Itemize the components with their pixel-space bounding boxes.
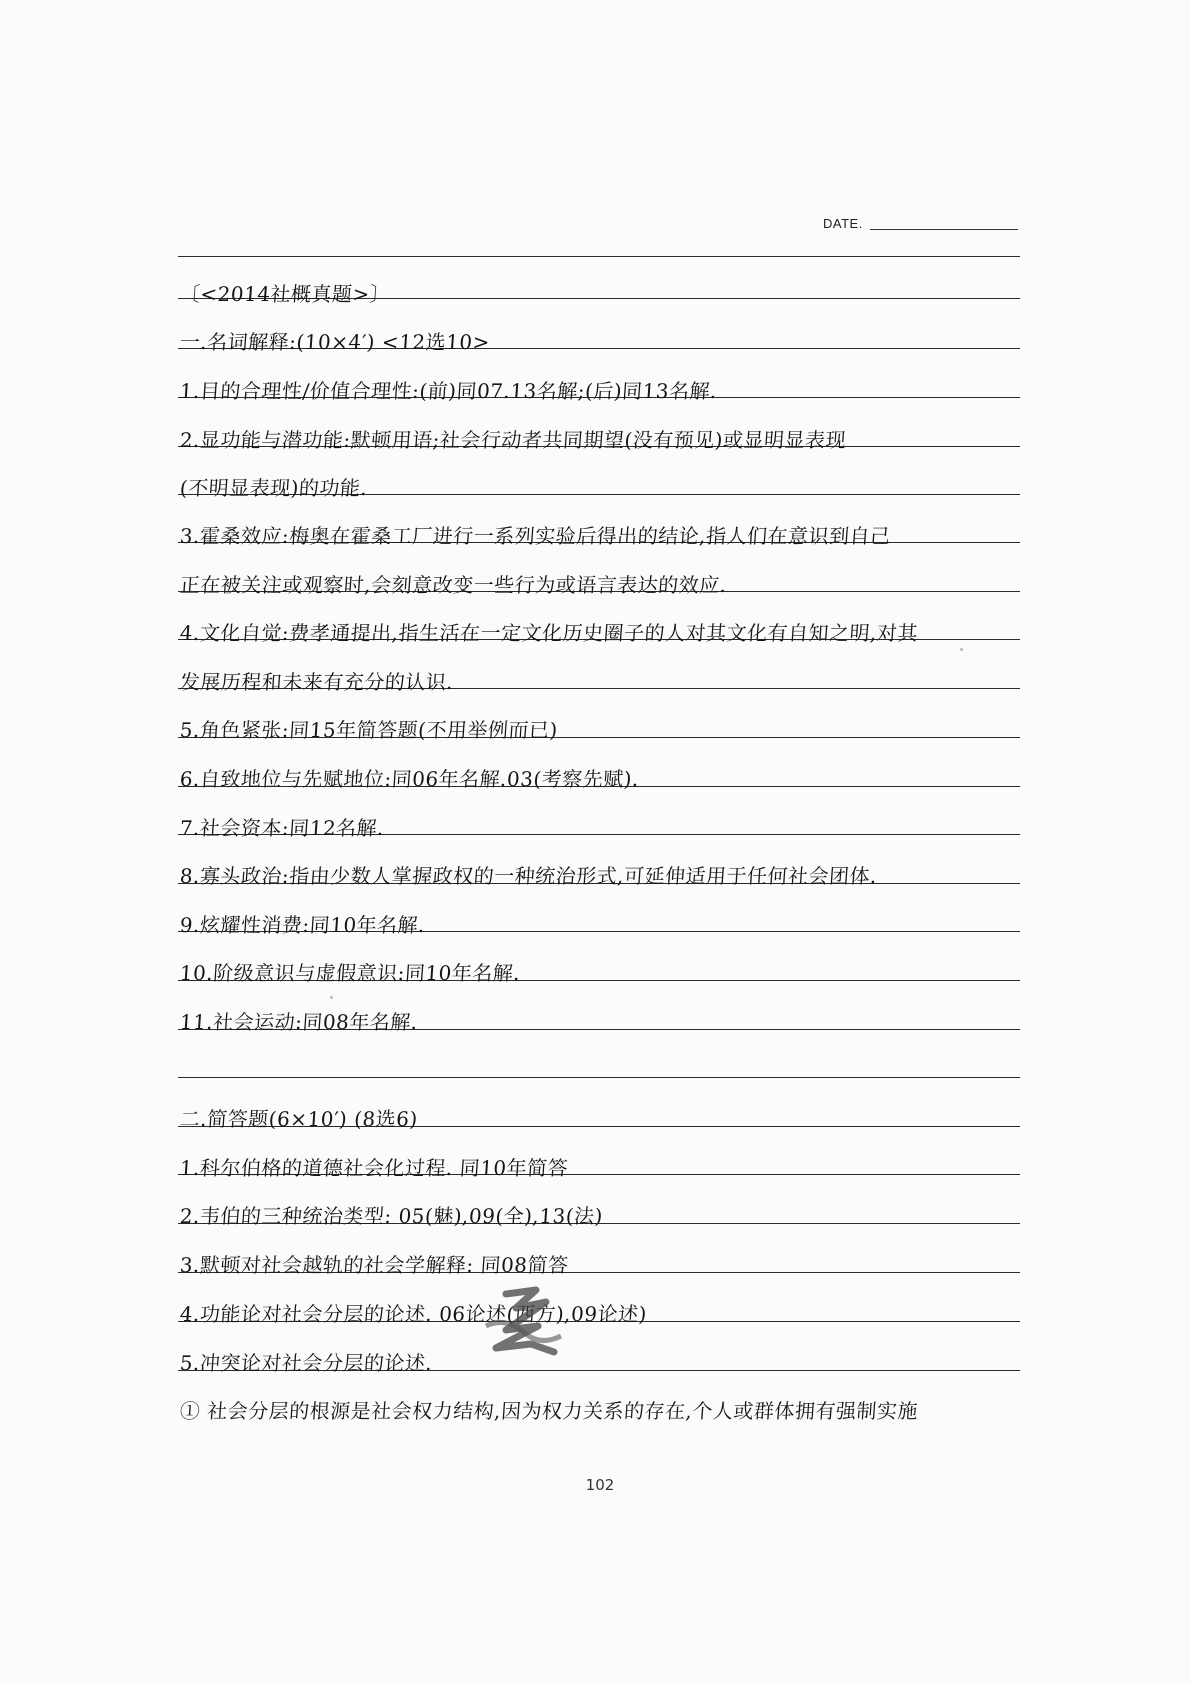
note-line: 2.韦伯的三种统治类型: 05(魅),09(全),13(法) [179, 1204, 604, 1228]
note-line-section-1-heading: 一.名词解释:(10×4′) <12选10> [179, 330, 491, 354]
note-line: 8.寡头政治:指由少数人掌握政权的一种统治形式,可延伸适用于任何社会团体. [179, 864, 878, 888]
note-line: 4.功能论对社会分层的论述. 06论述(西方),09论述) [179, 1302, 648, 1326]
note-line-title: 〔<2014社概真题>〕 [179, 282, 392, 306]
date-label: DATE. [823, 216, 863, 231]
ruled-line [178, 256, 1020, 257]
ink-scribble [476, 1286, 566, 1356]
note-line: 7.社会资本:同12名解. [179, 816, 385, 840]
note-line: 9.炫耀性消费:同10年名解. [179, 913, 426, 937]
note-line: 1.目的合理性/价值合理性:(前)同07.13名解;(后)同13名解. [179, 379, 718, 403]
note-line: ① 社会分层的根源是社会权力结构,因为权力关系的存在,个人或群体拥有强制实施 [179, 1399, 919, 1423]
note-line: 10.阶级意识与虚假意识:同10年名解. [179, 961, 522, 985]
scan-speck [960, 648, 963, 651]
note-line: 1.科尔伯格的道德社会化过程. 同10年简答 [179, 1156, 569, 1180]
note-line: 发展历程和未来有充分的认识. [179, 670, 455, 694]
note-line: (不明显表现)的功能. [179, 476, 369, 500]
note-line: 5.角色紧张:同15年简答题(不用举例而已) [179, 718, 559, 742]
note-line: 正在被关注或观察时,会刻意改变一些行为或语言表达的效应. [179, 573, 728, 597]
ruled-line [178, 1077, 1020, 1078]
note-line: 6.自致地位与先赋地位:同06年名解.03(考察先赋). [179, 767, 640, 791]
note-line-section-2-heading: 二.简答题(6×10′) (8选6) [179, 1107, 419, 1131]
note-line: 4.文化自觉:费孝通提出,指生活在一定文化历史圈子的人对其文化有自知之明,对其 [179, 621, 919, 645]
scan-speck [330, 996, 333, 999]
date-underline [870, 229, 1018, 230]
page-number: 102 [585, 1476, 615, 1490]
note-line: 11.社会运动:同08年名解. [179, 1010, 419, 1034]
note-line: 3.默顿对社会越轨的社会学解释: 同08简答 [179, 1253, 570, 1277]
note-line: 5.冲突论对社会分层的论述. [179, 1351, 434, 1375]
note-line: 2.显功能与潜功能:默顿用语;社会行动者共同期望(没有预见)或显明显表现 [179, 428, 847, 452]
note-line: 3.霍桑效应:梅奥在霍桑工厂进行一系列实验后得出的结论,指人们在意识到自己 [179, 524, 892, 548]
